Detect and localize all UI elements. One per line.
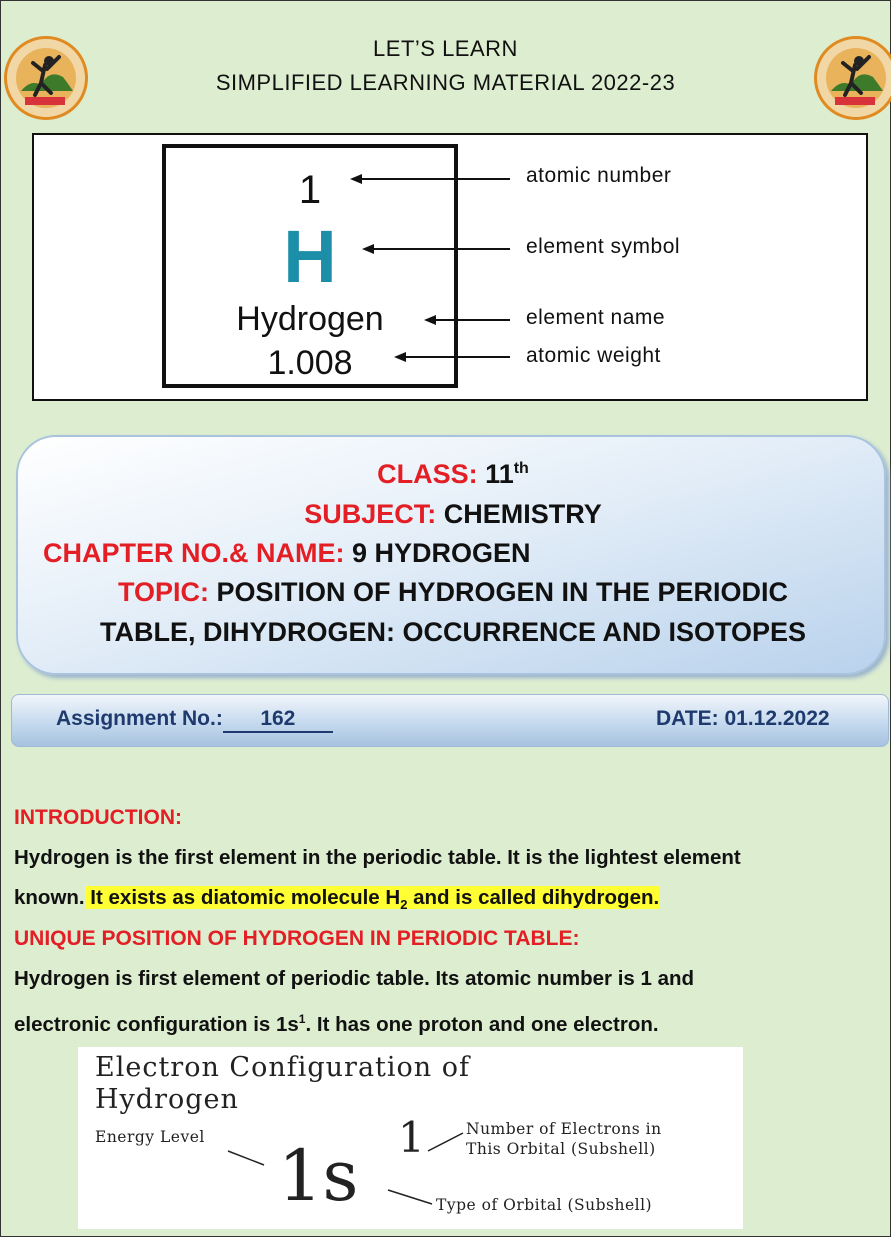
electron-configuration-figure [78, 1047, 743, 1229]
label-element-name: element name [526, 306, 666, 329]
assignment-bar [11, 694, 889, 747]
position-line-2-a: electronic configuration is 1s [14, 1012, 299, 1036]
class-info-panel [16, 435, 886, 675]
intro-line-2 [14, 878, 874, 925]
subject-value: CHEMISTRY [443, 499, 602, 529]
assignment-date [656, 707, 830, 731]
intro-line-2-plain: known. [14, 886, 85, 909]
topic-value-2: TABLE, DIHYDROGEN: OCCURRENCE AND ISOTOPES [99, 617, 807, 647]
topic-line [18, 577, 888, 608]
header-subtitle: SIMPLIFIED LEARNING MATERIAL 2022-23 [215, 70, 676, 95]
atomic-number-value: 1 [298, 168, 322, 212]
element-figure [32, 133, 868, 401]
ec-title-2: Hydrogen [95, 1084, 239, 1115]
intro-highlight-b: and is called dihydrogen. [407, 886, 660, 909]
ec-electrons-2: This Orbital (Subshell) [466, 1140, 656, 1158]
label-element-symbol: element symbol [526, 235, 681, 258]
class-sup: th [513, 460, 529, 477]
ec-pointer-lines [78, 1047, 743, 1229]
class-value: 11 [485, 459, 514, 489]
atomic-weight-value: 1.008 [267, 344, 353, 382]
arrow-line [360, 178, 510, 180]
ec-orbital-type: Type of Orbital (Subshell) [436, 1196, 653, 1214]
arrow-line [372, 248, 510, 250]
chapter-label: CHAPTER NO.& NAME: [43, 538, 345, 568]
date-label: DATE: [656, 707, 719, 730]
subject-line [18, 499, 888, 530]
position-line-1: Hydrogen is first element of periodic table. Its atomic number is 1 and [14, 967, 695, 990]
position-line-2-b: . It has one proton and one electron. [305, 1012, 659, 1036]
intro-highlight [84, 886, 660, 913]
position-line-2 [14, 999, 874, 1045]
chapter-value: 9 HYDROGEN [352, 538, 531, 568]
element-box [162, 144, 458, 388]
intro-line-1: Hydrogen is the first element in the periodic table. It is the lightest element [14, 846, 741, 869]
element-name-value: Hydrogen [236, 300, 384, 338]
date-value: 01.12.2022 [724, 707, 830, 730]
intro-highlight-sub: 2 [400, 897, 408, 913]
ec-big-notation: 1s [278, 1135, 359, 1217]
element-symbol-value: H [283, 215, 337, 298]
class-label: CLASS: [377, 459, 478, 489]
ec-energy-level: Energy Level [95, 1128, 205, 1146]
chapter-line [43, 538, 891, 569]
topic-value-1: POSITION OF HYDROGEN IN THE PERIODIC [216, 577, 789, 607]
subject-label: SUBJECT: [304, 499, 437, 529]
arrow-line [404, 356, 510, 358]
introduction-heading: INTRODUCTION: [14, 806, 182, 829]
assignment-number [56, 707, 333, 733]
arrow-line [434, 319, 510, 321]
assignment-number-value: 162 [223, 707, 333, 733]
topic-label: TOPIC: [117, 577, 209, 607]
topic-line-2 [18, 617, 888, 648]
intro-highlight-a: It exists as diatomic molecule H [84, 886, 401, 909]
label-atomic-number: atomic number [526, 164, 672, 187]
ec-superscript: 1 [398, 1113, 425, 1162]
assignment-label: Assignment No.: [56, 707, 223, 730]
position-paragraph [14, 959, 874, 1045]
ec-electrons-1: Number of Electrons in [466, 1120, 662, 1138]
ec-title-1: Electron Configuration of [95, 1052, 470, 1083]
class-line [18, 459, 888, 490]
label-atomic-weight: atomic weight [526, 344, 661, 367]
header-title: LET’S LEARN [373, 36, 518, 61]
position-heading: UNIQUE POSITION OF HYDROGEN IN PERIODIC TABLE: [14, 927, 580, 950]
introduction-paragraph [14, 838, 874, 925]
position-line-2-sup: 1 [298, 1012, 306, 1026]
